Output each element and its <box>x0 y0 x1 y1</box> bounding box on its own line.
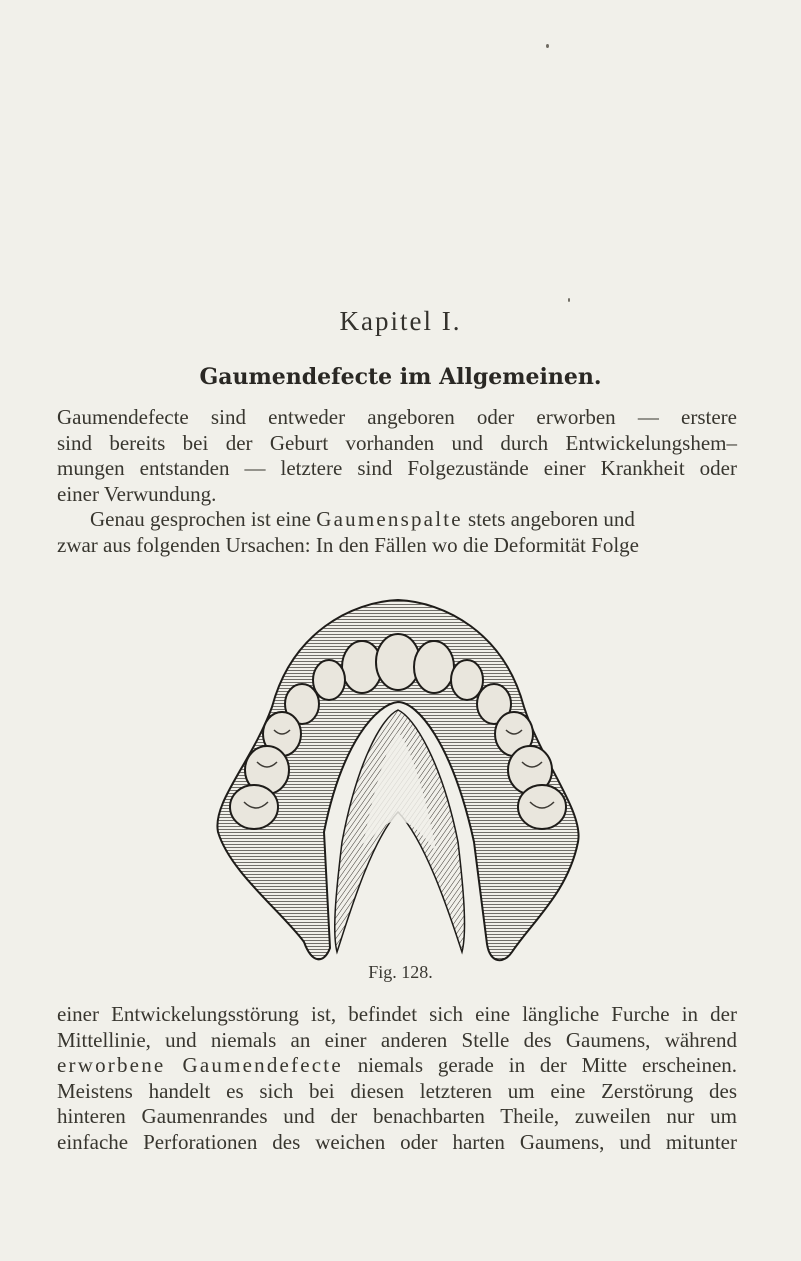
text-line: mungen entstanden — letztere sind Folgezustände einer Krankheit oder <box>57 456 737 480</box>
text-segment: stets angeboren und <box>468 507 635 531</box>
emphasis-term: Gaumenspalte <box>316 507 463 531</box>
text-line <box>57 1053 737 1079</box>
chapter-title: Kapitel I. <box>339 306 462 336</box>
paper-speck <box>568 298 570 302</box>
text-line: Mittellinie, und niemals an einer anderen Stelle des Gaumens, während <box>57 1027 737 1052</box>
text-segment: niemals gerade in der Mitte erscheinen. <box>357 1053 738 1077</box>
section-heading: Gaumendefecte im Allgemeinen. <box>199 364 602 390</box>
text-segment: Genau gesprochen ist eine <box>90 507 312 531</box>
paper-speck <box>546 44 549 48</box>
text-line: einer Entwickelungsstörung ist, befindet sich eine längliche Furche in der <box>57 1002 737 1026</box>
text-line <box>57 507 737 533</box>
text-line: sind bereits bei der Geburt vorhanden und durch Entwickelungshem– <box>57 430 737 455</box>
text-line: einfache Perforationen des weichen oder harten Gaumens, und mitunter <box>57 1129 737 1154</box>
text-line: Meistens handelt es sich bei diesen letzteren um eine Zerstörung des <box>57 1078 737 1103</box>
figure-palate-illustration <box>212 592 584 964</box>
text-line: einer Verwundung. <box>57 481 217 506</box>
text-line: zwar aus folgenden Ursachen: In den Fällen wo die Deformität Folge <box>57 532 639 557</box>
paragraph-continuation <box>57 1002 737 1155</box>
text-line: Gaumendefecte sind entweder angeboren oder erworben — erstere <box>57 405 737 429</box>
figure-caption: Fig. 128. <box>368 962 433 982</box>
emphasis-term: erworbene Gaumendefecte <box>57 1053 343 1077</box>
paragraph-intro <box>57 405 737 558</box>
text-line: hinteren Gaumenrandes und der benachbarten Theile, zuweilen nur um <box>57 1104 737 1128</box>
